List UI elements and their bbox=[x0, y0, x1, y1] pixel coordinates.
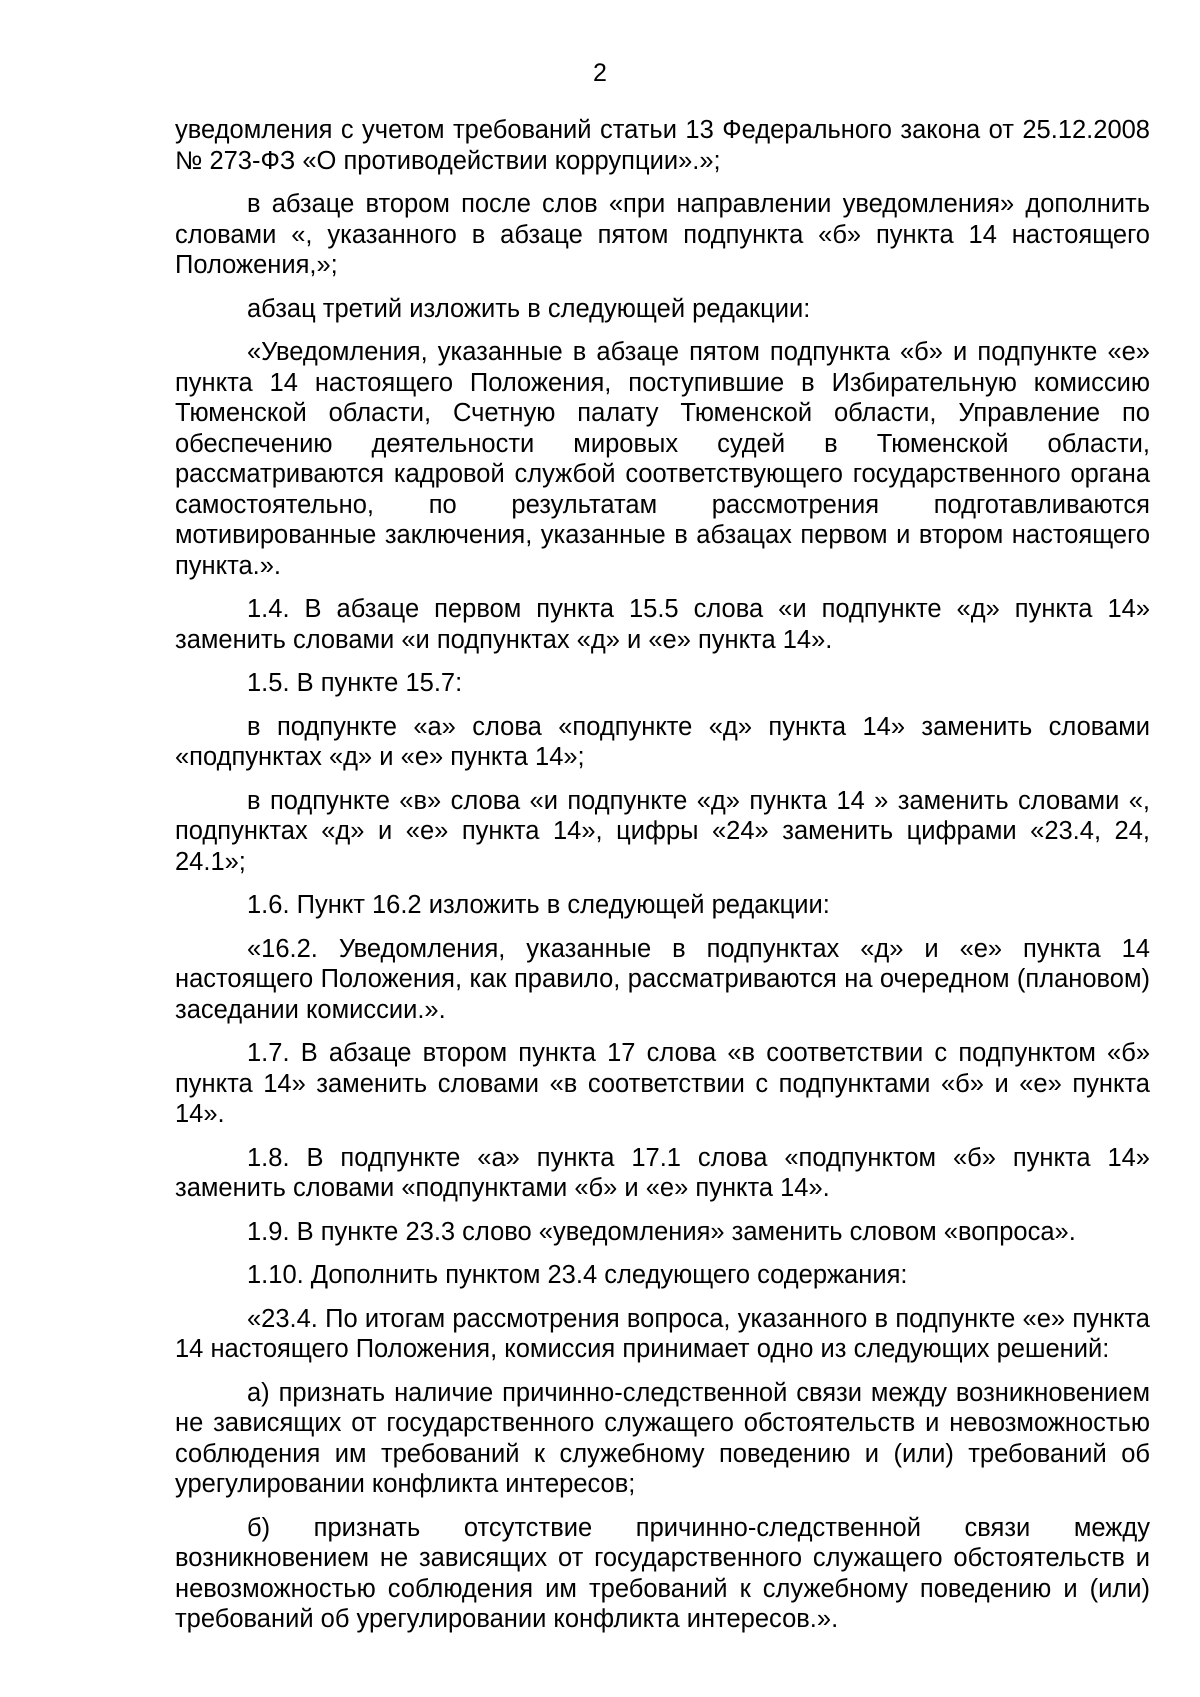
paragraph: 1.8. В подпункте «а» пункта 17.1 слова «подпунктом «б» пункта 14» заменить словами «подпунктами «б» и «е» пункта 14». bbox=[175, 1143, 1150, 1202]
paragraph: 1.9. В пункте 23.3 слово «уведомления» заменить словом «вопроса». bbox=[247, 1217, 1076, 1246]
paragraph: «Уведомления, указанные в абзаце пятом подпункта «б» и подпункте «е» пункта 14 настоящего Положения, поступившие в Избирательную комиссию Тюменской области, Счетную палату Тюменской области, Управление по обеспечению деятельности мировых судей в Тюменской области, рассматриваются кадровой службой соответствующего государственного органа самостоятельно, по результатам рассмотрения подготавливаются мотивированные заключения, указанные в абзацах первом и втором настоящего пункта.». bbox=[175, 338, 1150, 580]
paragraph: 1.10. Дополнить пунктом 23.4 следующего содержания: bbox=[247, 1261, 908, 1289]
paragraph: 1.4. В абзаце первом пункта 15.5 слова «и подпункте «д» пункта 14» заменить словами «и подпунктах «д» и «е» пункта 14». bbox=[175, 595, 1150, 654]
paragraph: б) признать отсутствие причинно-следственной связи между возникновением не зависящих от государственного служащего обстоятельств и невозможностью соблюдения им требований к служебному поведению и (или) требований об урегулировании конфликта интересов.». bbox=[175, 1513, 1150, 1633]
paragraph: «23.4. По итогам рассмотрения вопроса, указанного в подпункте «е» пункта 14 настоящего Положения, комиссия принимает одно из следующих решений: bbox=[175, 1304, 1150, 1363]
paragraph: 1.6. Пункт 16.2 изложить в следующей редакции: bbox=[247, 891, 830, 919]
paragraph: уведомления с учетом требований статьи 13 Федерального закона от 25.12.2008 № 273-ФЗ «О противодействии коррупции».»; bbox=[175, 116, 1150, 175]
paragraph: 1.5. В пункте 15.7: bbox=[247, 669, 463, 697]
paragraph: в абзаце втором после слов «при направлении уведомления» дополнить словами «, указанного в абзаце пятом подпункта «б» пункта 14 настоящего Положения,»; bbox=[175, 190, 1150, 279]
page-number: 2 bbox=[593, 59, 607, 87]
paragraph: абзац третий изложить в следующей редакции: bbox=[247, 294, 811, 323]
paragraph: а) признать наличие причинно-следственной связи между возникновением не зависящих от государственного служащего обстоятельств и невозможностью соблюдения им требований к служебному поведению и (или) требований об урегулировании конфликта интересов; bbox=[175, 1378, 1150, 1498]
paragraph: в подпункте «в» слова «и подпункте «д» пункта 14 » заменить словами «, подпунктах «д» и «е» пункта 14», цифры «24» заменить цифрами «23.4, 24, 24.1»; bbox=[175, 786, 1150, 876]
paragraph: «16.2. Уведомления, указанные в подпунктах «д» и «е» пункта 14 настоящего Положения, как правило, рассматриваются на очередном (плановом) заседании комиссии.». bbox=[175, 934, 1150, 1024]
document-body bbox=[175, 115, 1150, 1648]
paragraph: в подпункте «а» слова «подпункте «д» пункта 14» заменить словами «подпунктах «д» и «е» пункта 14»; bbox=[175, 712, 1150, 771]
paragraph: 1.7. В абзаце втором пункта 17 слова «в соответствии с подпунктом «б» пункта 14» заменить словами «в соответствии с подпунктами «б» и «е» пункта 14». bbox=[175, 1039, 1150, 1128]
